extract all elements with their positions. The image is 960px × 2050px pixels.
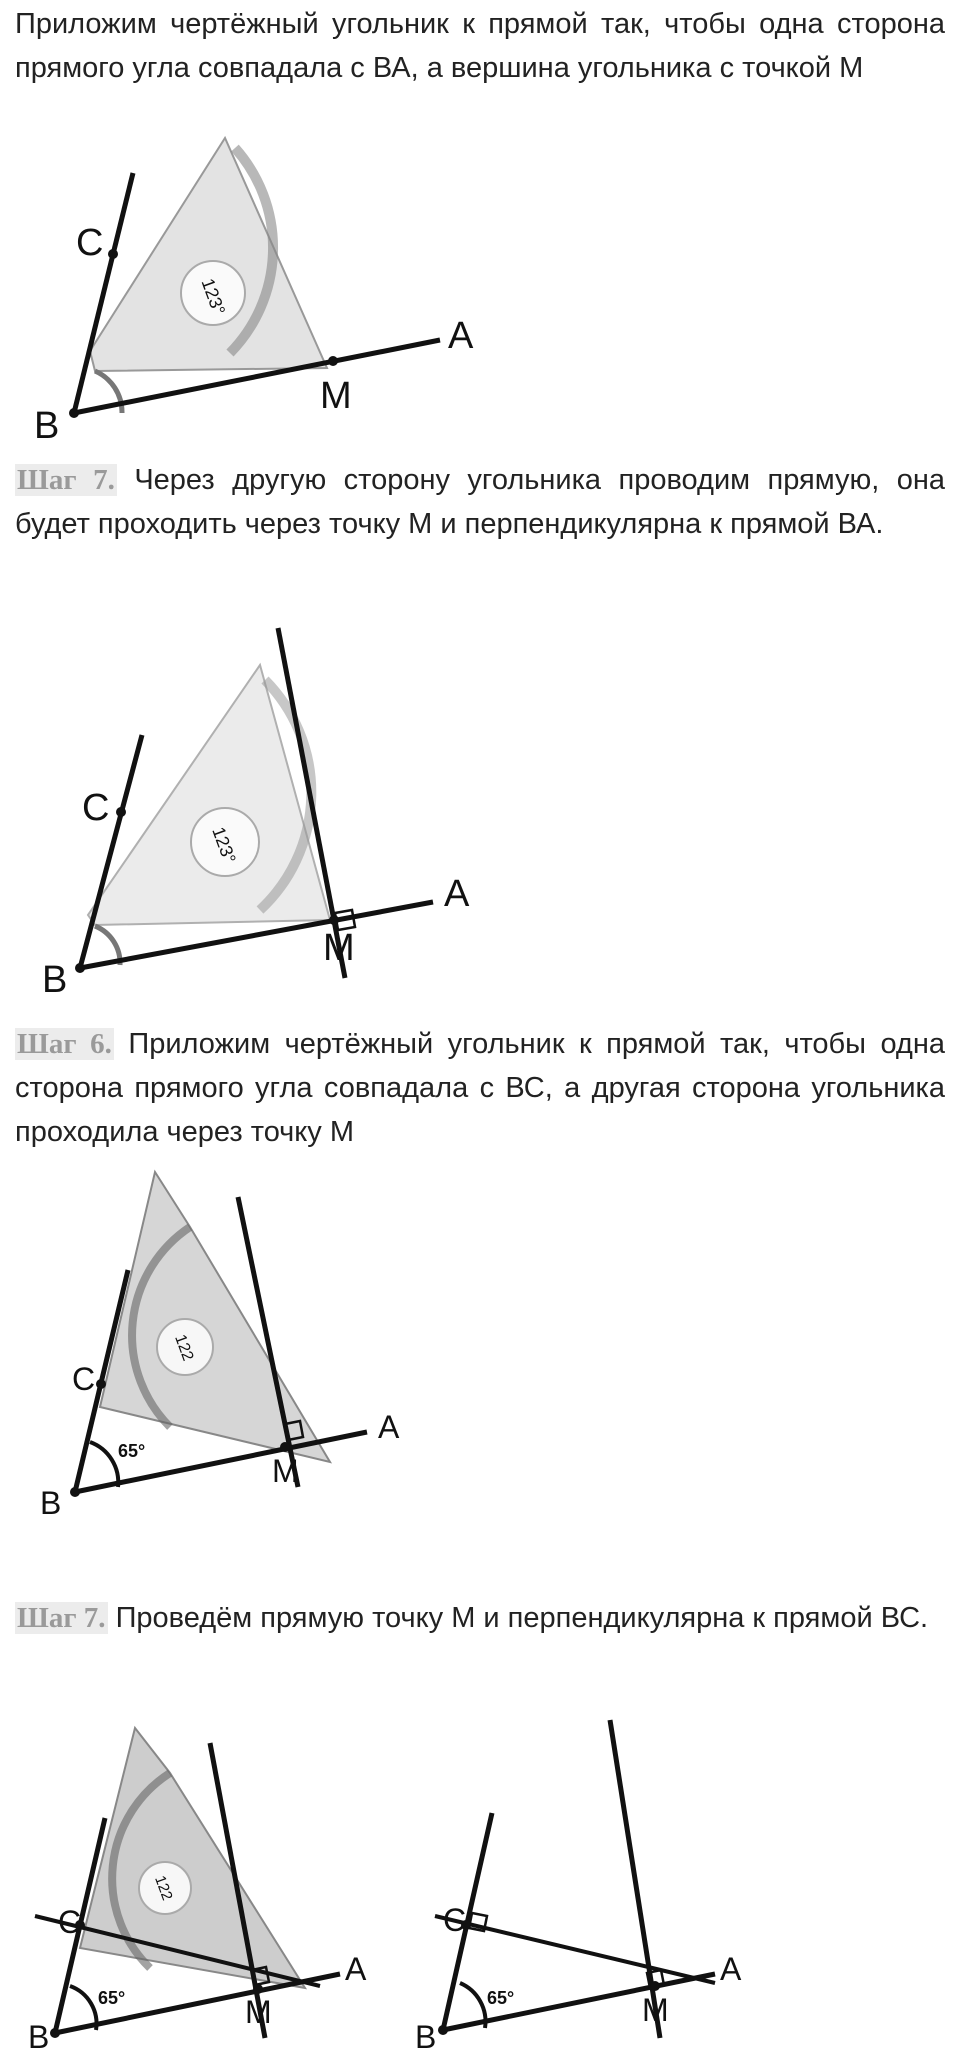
line-through-m	[435, 1916, 715, 1983]
figure-step6-attach-bc	[0, 1162, 460, 1522]
point-m	[280, 1442, 290, 1452]
point-b	[69, 408, 79, 418]
step-label: Шаг 7.	[17, 1602, 106, 1634]
point-b	[50, 2028, 60, 2038]
step-label: Шаг 7.	[17, 464, 115, 496]
point-c	[108, 249, 118, 259]
label-b: B	[40, 1485, 62, 1521]
paragraph-step7-b	[15, 1596, 945, 1640]
set-square	[90, 138, 327, 371]
label-m: M	[323, 927, 355, 969]
label-c: C	[58, 1904, 82, 1940]
label-b: B	[28, 2019, 50, 2050]
angle-label: 65°	[487, 1988, 515, 2008]
label-b: B	[34, 405, 60, 447]
angle-label: 65°	[98, 1988, 126, 2008]
step-label: Шаг 6.	[17, 1028, 112, 1060]
label-m: M	[272, 1453, 299, 1489]
label-a: A	[378, 1409, 400, 1445]
ruler-number: 123°	[197, 275, 230, 318]
point-b	[438, 2025, 448, 2035]
ruler-number: 123°	[208, 824, 240, 867]
paragraph-intro	[15, 2, 945, 90]
label-a: A	[345, 1951, 367, 1987]
figure-step7-perpendicular-ba	[0, 620, 520, 1010]
point-c	[116, 807, 126, 817]
ruler-number: 122	[171, 1332, 197, 1364]
label-a: A	[720, 1951, 742, 1987]
paragraph-text: Через другую сторону угольника проводим прямую, она будет проходить через точку М и перпендикулярна к прямой ВА.	[15, 464, 945, 540]
paragraph-step7-a	[15, 458, 945, 546]
point-b	[75, 963, 85, 973]
point-m	[253, 1984, 263, 1994]
point-c	[96, 1379, 106, 1389]
angle-arc	[90, 1442, 118, 1487]
label-c: C	[72, 1361, 96, 1397]
point-b	[70, 1487, 80, 1497]
line-ba	[443, 1974, 715, 2030]
label-m: M	[320, 375, 352, 417]
label-c: C	[76, 222, 104, 264]
label-b: B	[415, 2019, 437, 2050]
ruler-number: 122	[151, 1873, 176, 1903]
paragraph-step6	[15, 1022, 945, 1154]
paragraph-text: Приложим чертёжный угольник к прямой так, чтобы одна сторона прямого угла совпадала с ВС, а другая сторона угольника проходила через точку М	[15, 1028, 946, 1148]
point-m	[328, 356, 338, 366]
figure-step7-with-square	[0, 1718, 400, 2050]
label-a: A	[448, 315, 474, 357]
paragraph-text: Приложим чертёжный угольник к прямой так, чтобы одна сторона прямого угла совпадала с ВА, а вершина угольника с точкой М	[15, 8, 945, 84]
point-m	[329, 915, 339, 925]
label-m: M	[245, 1994, 272, 2030]
label-c: C	[82, 787, 110, 829]
label-a: A	[444, 873, 470, 915]
figure-step-attach-ba	[0, 128, 520, 448]
label-b: B	[42, 959, 68, 1001]
label-m: M	[642, 1992, 669, 2028]
figure-step7-final	[415, 1718, 815, 2050]
point-m	[650, 1981, 660, 1991]
label-c: C	[443, 1902, 467, 1938]
angle-label: 65°	[118, 1441, 146, 1461]
paragraph-text: Проведём прямую точку М и перпендикулярна к прямой ВС.	[107, 1602, 929, 1634]
